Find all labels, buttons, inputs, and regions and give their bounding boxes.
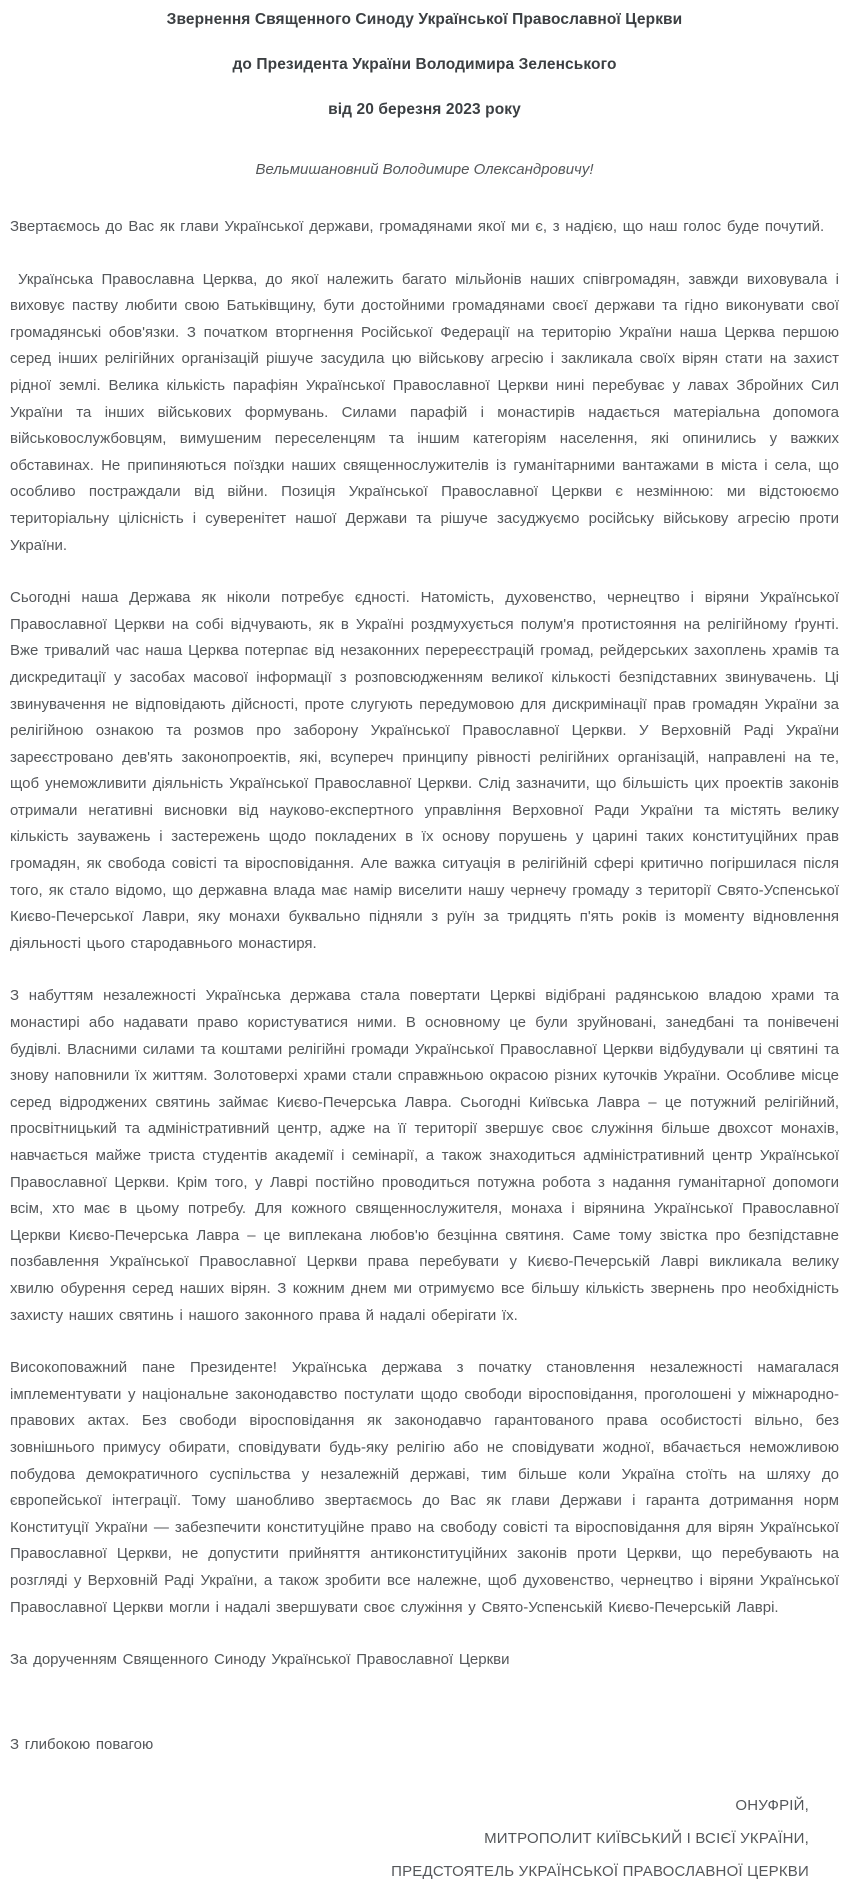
- paragraph-persecution: Сьогодні наша Держава як ніколи потребує єдності. Натомість, духовенство, чернецтво і віряни Української Православної Церкви на собі відчувають, як в Україні роздмухується полум'я протистояння на релігійному ґрунті. Вже тривалий час наша Церква потерпає від незаконних перереєстрацій громад, рейдерських захоплень храмів та дискредитації у засобах масової інформації з розповсюдженням великої кількості безпідставних звинувачень. Ці звинувачення не відповідають дійсності, проте слугують передумовою для дискримінації прав громадян України за релігійною ознакою та розмов про заборону Української Православної Церкви. У Верховній Раді України зареєстровано дев'ять законопроектів, які, всупереч принципу рівності релігійних організацій, направлені на те, щоб унеможливити діяльність Української Православної Церкви. Слід зазначити, що більшість цих проектів законів отримали негативні висновки від науково-експертного управління Верховної Ради України та містять велику кількість зауважень і застережень щодо покладених в їх основу порушень у царині таких конституційних прав громадян, як свобода совісті та віросповідання. Але важка ситуація в релігійній сфері критично погіршилася після того, як стало відомо, що державна влада має намір виселити нашу чернечу громаду з території Свято-Успенської Києво-Печерської Лаври, яку монахи буквально підняли з руїн за тридцять п'ять років із моменту відновлення діяльності цього стародавнього монастиря.: [10, 589, 839, 952]
- paragraph-request: Високоповажний пане Президенте! Українська держава з початку становлення незалежності намагалася імплементувати у національне законодавство постулати щодо свободи віросповідання, проголошені у міжнародно-правових актах. Без свободи віросповідання як законодавчо гарантованого права особистості вільно, без зовнішнього примусу обирати, сповідувати будь-яку релігію або не сповідувати жодної, вбачається неможливою побудова демократичного суспільства у незалежній державі, тим більше коли Україна стоїть на шляху до європейської інтеграції. Тому шанобливо звертаємось до Вас як глави Держави і гаранта дотримання норм Конституції України — забезпечити конституційне право на свободу совісті та віросповідання для вірян Української Православної Церкви, не допустити прийняття антиконституційних законів проти Церкви, що перебувають на розгляді у Верховній Раді України, а також зробити все належне, щоб духовенство, чернецтво і віряни Української Православної Церкви могли і надалі звершувати своє служіння у Свято-Успенській Києво-Печерській Лаврі.: [10, 1359, 839, 1616]
- signature-name: ОНУФРІЙ,: [735, 1797, 809, 1815]
- closing-commission: За дорученням Священного Синоду Української Православної Церкви: [10, 1651, 510, 1669]
- signature-title-2: ПРЕДСТОЯТЕЛЬ УКРАЇНСЬКОЇ ПРАВОСЛАВНОЇ ЦЕРКВИ: [391, 1863, 809, 1880]
- document-title-line-3: від 20 березня 2023 року: [328, 101, 521, 118]
- closing-regards: З глибокою повагою: [10, 1735, 154, 1753]
- document-title-line-1: Звернення Священного Синоду Української Православної Церкви: [166, 11, 683, 28]
- paragraph-church-position: Українська Православна Церква, до якої належить багато мільйонів наших співгромадян, завжди виховувала і виховує паству любити свою Батьківщину, бути достойними громадянами своєї держави та гідно виконувати свої громадянські обов'язки. З початком вторгнення Російської Федерації на територію України наша Церква першою серед інших релігійних організацій рішуче засудила цю військову агресію і закликала своїх вірян стати на захист рідної землі. Велика кількість парафіян Української Православної Церкви нині перебуває у лавах Збройних Сил України та інших військових формувань. Силами парафій і монастирів надається матеріальна допомога військовослужбовцям, вимушеним переселенцям та іншим категоріям населення, які опинились у важких обставинах. Не припиняються поїздки наших священнослужителів із гуманітарними вантажами в міста і села, що особливо постраждали від війни. Позиція Української Православної Церкви є незмінною: ми відстоюємо територіальну цілісність і суверенітет нашої Держави та рішуче засуджуємо російську військову агресію проти України.: [10, 270, 839, 554]
- salutation: Вельмишановний Володимире Олександровичу!: [255, 161, 594, 178]
- paragraph-intro: Звертаємось до Вас як глави Української держави, громадянами якої ми є, з надією, що наш голос буде почутий.: [10, 218, 825, 235]
- document-title-line-2: до Президента України Володимира Зеленського: [232, 56, 617, 73]
- signature-block: [10, 1798, 839, 1880]
- signature-title-1: МИТРОПОЛИТ КИЇВСЬКИЙ І ВСІЄЇ УКРАЇНИ,: [484, 1830, 809, 1848]
- paragraph-lavra: З набуттям незалежності Українська держава стала повертати Церкві відібрані радянською владою храми та монастирі або надавати право користуватися ними. В основному це були зруйновані, занедбані та понівечені будівлі. Власними силами та коштами релігійні громади Української Православної Церкви відбудували ці святині та знову наповнили їх життям. Золотоверхі храми стали справжньою окрасою різних куточків України. Особливе місце серед відроджених святинь займає Києво-Печерська Лавра. Сьогодні Київська Лавра – це потужний релігійний, просвітницький та адміністративний центр, адже на її території звершує своє служіння більше двохсот монахів, навчається майже триста студентів академії і семінарії, а також знаходиться адміністративний центр Української Православної Церкви. Крім того, у Лаврі постійно проводиться потужна робота з надання гуманітарної допомоги всім, хто має в цьому потребу. Для кожного священнослужителя, монаха і вірянина Української Православної Церкви Києво-Печерська Лавра – це виплекана любов'ю безцінна святиня. Саме тому звістка про безпідставне позбавлення Української Православної Церкви права перебувати у Києво-Печерській Лаврі викликала велику хвилю обурення серед наших вірян. З кожним днем ми отримуємо все більшу кількість звернень про необхідність захисту наших святинь і нашого законного права й надалі оберігати їх.: [10, 987, 839, 1324]
